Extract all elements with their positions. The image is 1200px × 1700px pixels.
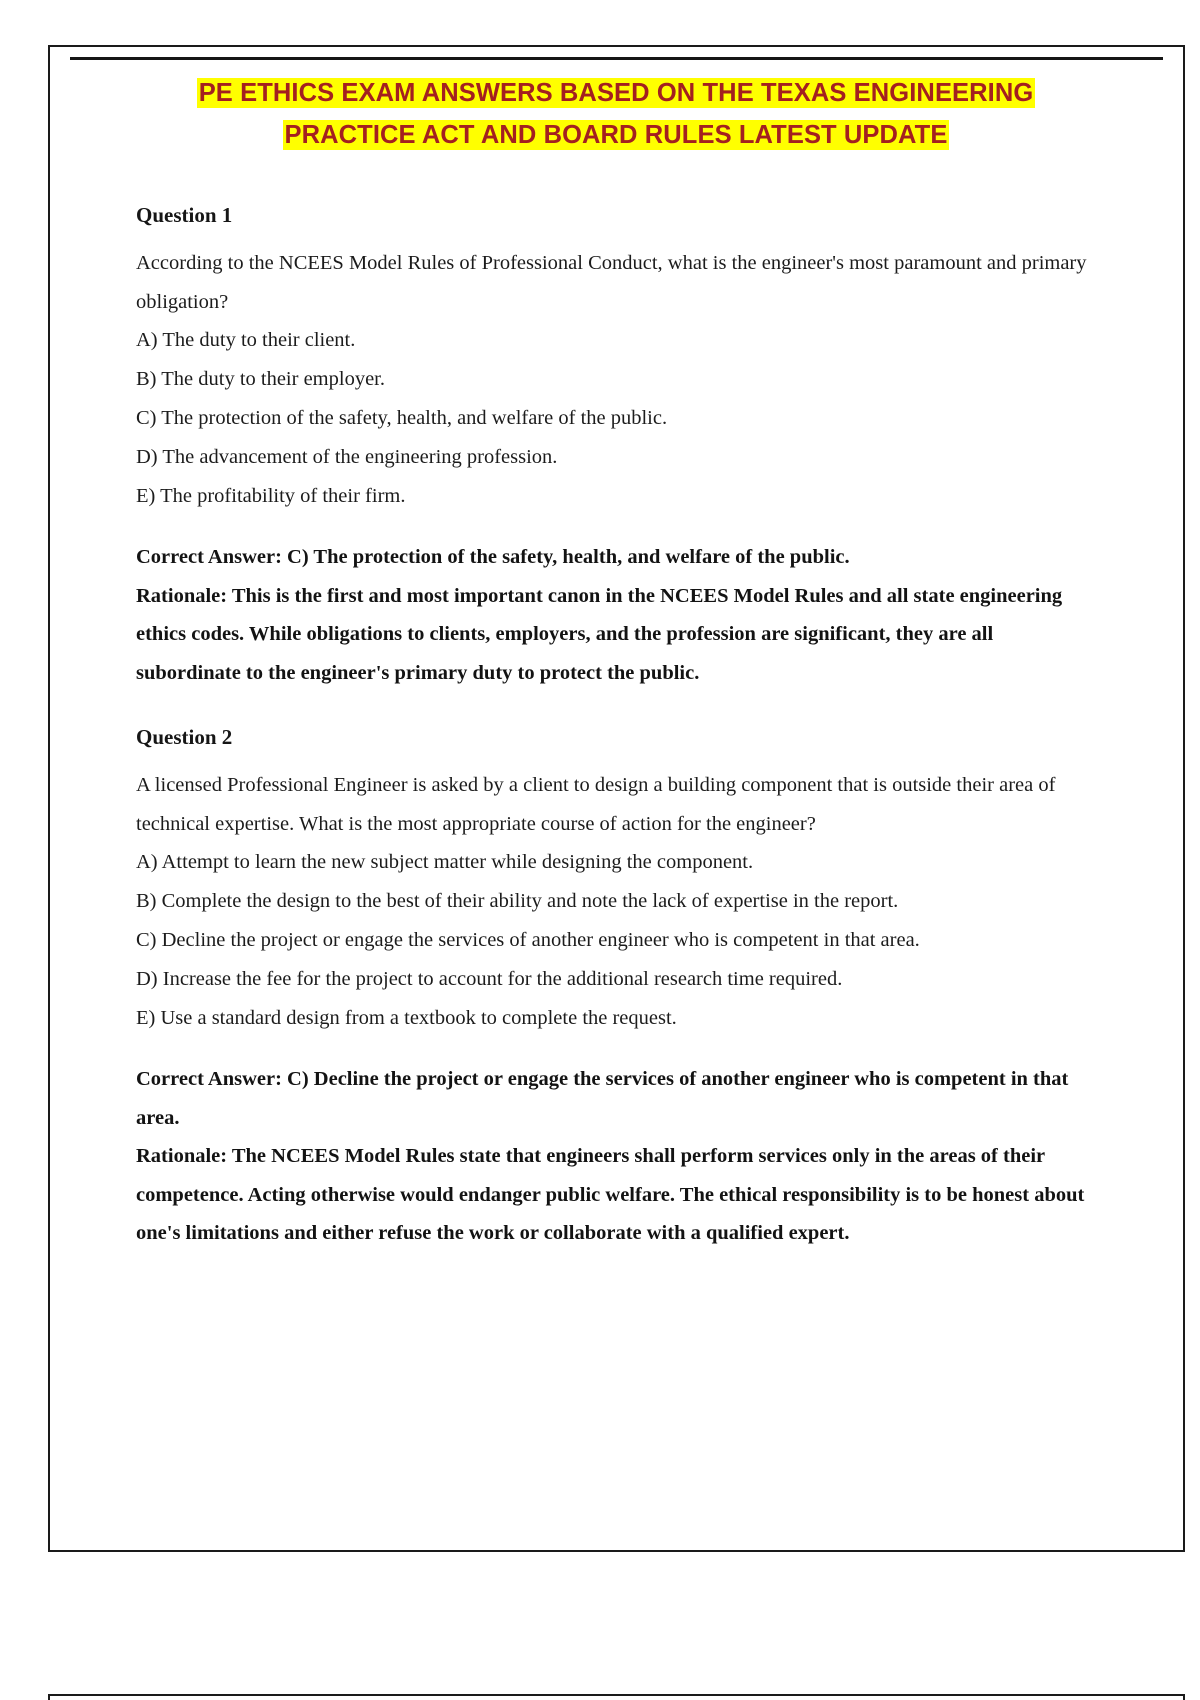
spacer-q2-heading [136,752,1096,766]
spacer-q1-heading [136,230,1096,244]
spacer-between-questions [136,692,1096,722]
question-1-heading: Question 1 [136,203,233,227]
question-1-option-a: A) The duty to their client. [136,329,356,351]
question-1-option-b: B) The duty to their employer. [136,368,385,390]
page-title-line-1 [136,72,1096,114]
question-1-stem: According to the NCEES Model Rules of Professional Conduct, what is the engineer's most paramount and primary obligation? [136,252,1087,313]
document-page-1 [48,45,1185,1552]
page-title-line-2-text: PRACTICE ACT AND BOARD RULES LATEST UPDATE [284,121,948,149]
question-2-option-e: E) Use a standard design from a textbook to complete the request. [136,1007,677,1029]
page-title-line-2 [136,114,1096,156]
question-2-stem: A licensed Professional Engineer is asked by a client to design a building component that is outside their area of technical expertise. What is the most appropriate course of action for the engineer? [136,774,1056,835]
question-1-answer-block [136,538,1096,692]
page-title-line-1-text: PE ETHICS EXAM ANSWERS BASED ON THE TEXAS ENGINEERING [198,79,1034,107]
page-content [136,72,1096,1253]
question-2-option-b: B) Complete the design to the best of their ability and note the lack of expertise in the report. [136,890,899,912]
spacer-title-body [136,156,1096,200]
question-2-option-c: C) Decline the project or engage the services of another engineer who is competent in that area. [136,929,920,951]
question-1-correct-answer: Correct Answer: C) The protection of the safety, health, and welfare of the public. [136,546,850,568]
document-page-2-partial [48,1694,1185,1700]
question-2-option-d: D) Increase the fee for the project to account for the additional research time required. [136,968,843,990]
page-header-rule [70,57,1163,60]
question-2-heading: Question 2 [136,725,233,749]
page-title [136,72,1096,156]
question-1-option-c: C) The protection of the safety, health, and welfare of the public. [136,407,668,429]
question-block-2 [136,722,1096,1253]
question-block-1 [136,200,1096,692]
spacer-q1-answer [136,516,1096,538]
question-1-option-d: D) The advancement of the engineering profession. [136,446,558,468]
question-1-option-e: E) The profitability of their firm. [136,485,406,507]
question-2-rationale: Rationale: The NCEES Model Rules state that engineers shall perform services only in the areas of their competence. Acting otherwise would endanger public welfare. The ethical responsibility is to be honest about one's limitations and either refuse the work or collaborate with a qualified expert. [136,1145,1085,1244]
question-2-correct-answer: Correct Answer: C) Decline the project or engage the services of another engineer who is competent in that area. [136,1068,1069,1129]
question-2-answer-block [136,1060,1096,1253]
question-2-option-a: A) Attempt to learn the new subject matter while designing the component. [136,851,754,873]
question-1-rationale: Rationale: This is the first and most important canon in the NCEES Model Rules and all state engineering ethics codes. While obligations to clients, employers, and the profession are significant, they are all subordinate to the engineer's primary duty to protect the public. [136,584,1063,684]
spacer-q2-answer [136,1038,1096,1060]
